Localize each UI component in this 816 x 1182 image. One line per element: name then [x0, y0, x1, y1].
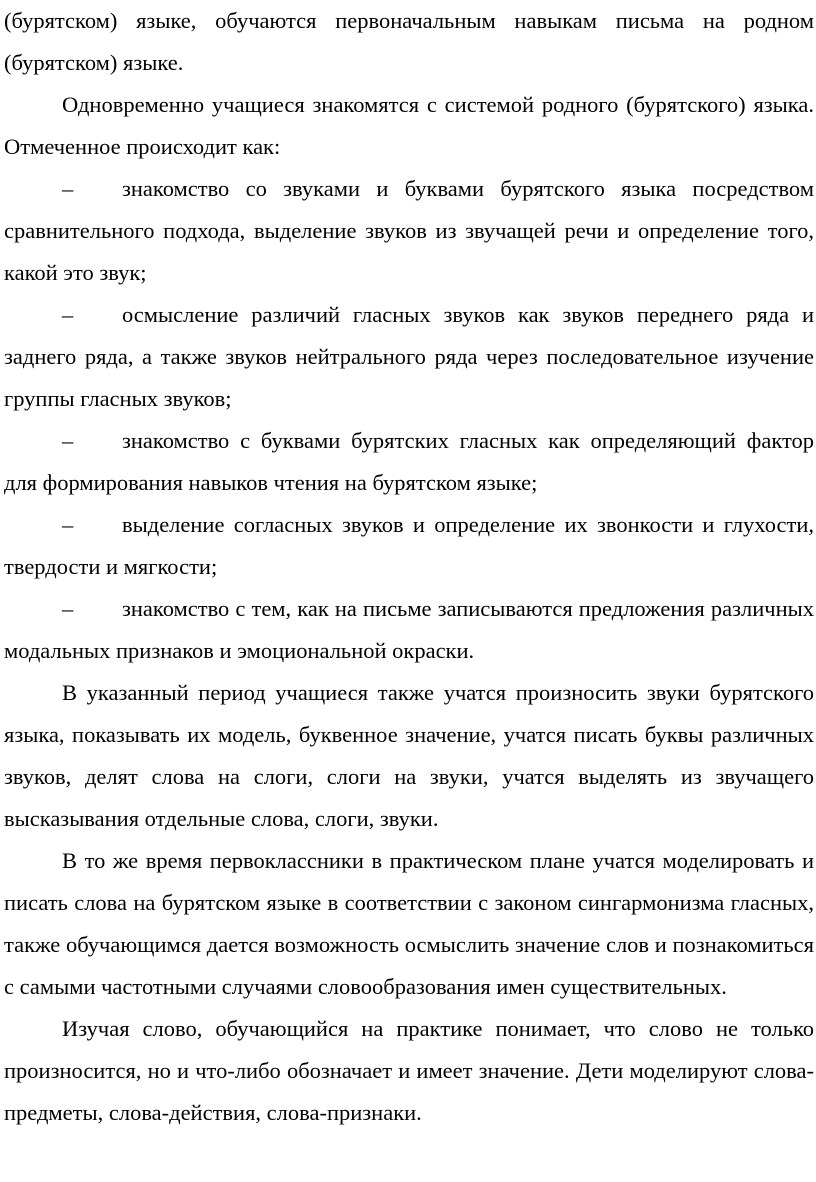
list-item — [4, 294, 814, 420]
list-item — [4, 420, 814, 504]
paragraph-first-graders: В то же время первоклассники в практическом плане учатся моделировать и писать слова на бурятском языке в соответствии с законом сингармонизма гласных, также обучающимся дается возможность осмыслить значение слов и познакомиться с самыми частотными случаями словообразования имен существительных. — [4, 848, 814, 999]
paragraph-word-study: Изучая слово, обучающийся на практике понимает, что слово не только произносится, но и что-либо обозначает и имеет значение. Дети моделируют слова-предметы, слова-действия, слова-признаки. — [4, 1016, 814, 1125]
paragraph-system-of-language: Одновременно учащиеся знакомятся с системой родного (бурятского) языка. Отмеченное происходит как: — [4, 92, 814, 159]
list-item-text: знакомство с буквами бурятских гласных как определяющий фактор для формирования навыков чтения на бурятском языке; — [4, 428, 814, 495]
list-item-text: знакомство со звуками и буквами бурятского языка посредством сравнительного подхода, выделение звуков из звучащей речи и определение того, какой это звук; — [4, 176, 814, 285]
list-item-text: осмысление различий гласных звуков как звуков переднего ряда и заднего ряда, а также звуков нейтрального ряда через последовательное изучение группы гласных звуков; — [4, 302, 814, 411]
bullet-dash: – — [62, 302, 74, 327]
bullet-dash: – — [62, 176, 74, 201]
bullet-dash: – — [62, 512, 74, 537]
list-item — [4, 504, 814, 588]
list-item-text: знакомство с тем, как на письме записываются предложения различных модальных признаков и эмоциональной окраски. — [4, 596, 814, 663]
bullet-dash: – — [62, 428, 74, 453]
list-item-text: выделение согласных звуков и определение их звонкости и глухости, твердости и мягкости; — [4, 512, 814, 579]
paragraph-period-skills: В указанный период учащиеся также учатся произносить звуки бурятского языка, показывать их модель, буквенное значение, учатся писать буквы различных звуков, делят слова на слоги, слоги на звуки, учатся выделять из звучащего высказывания отдельные слова, слоги, звуки. — [4, 680, 814, 831]
list-item — [4, 588, 814, 672]
list-item — [4, 168, 814, 294]
document-page — [4, 0, 814, 1134]
intro-paragraph: (бурятском) языке, обучаются первоначальным навыкам письма на родном (бурятском) языке. — [4, 8, 814, 75]
bullet-dash: – — [62, 596, 74, 621]
